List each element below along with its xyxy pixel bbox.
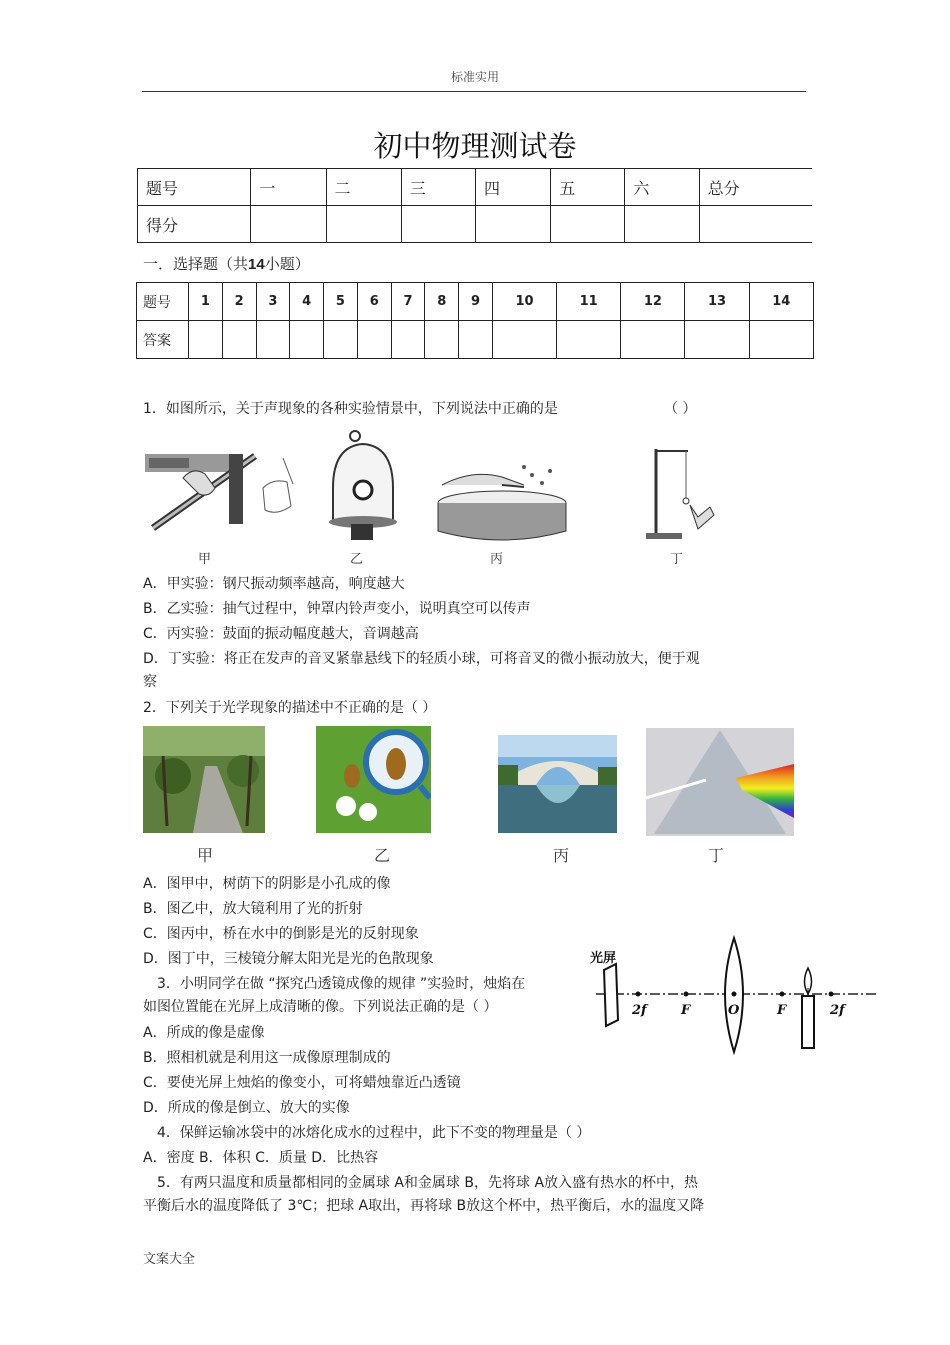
q1-option-a[interactable]: A．甲实验：钢尺振动频率越高，响度越大 bbox=[143, 576, 405, 592]
score-row-label: 得分 bbox=[138, 206, 251, 243]
q3-stem-line2: 如图位置能在光屏上成清晰的像。下列说法正确的是（ ） bbox=[143, 999, 498, 1015]
header-divider bbox=[142, 91, 806, 92]
q2-stem: 2．下列关于光学现象的描述中不正确的是（ ） bbox=[143, 700, 437, 716]
q1-stem: 1．如图所示，关于声现象的各种实验情景中，下列说法中正确的是 bbox=[143, 401, 558, 417]
answer-number-cell: 6 bbox=[357, 283, 391, 321]
answer-table-number-row bbox=[137, 283, 814, 321]
answer-cell[interactable] bbox=[557, 321, 621, 359]
q3-label-2f-left: 2f bbox=[632, 1003, 647, 1018]
answer-cell[interactable] bbox=[685, 321, 749, 359]
score-header-cell: 题号 bbox=[138, 169, 251, 206]
q3-label-screen: 光屏 bbox=[590, 951, 617, 966]
page-footer: 文案大全 bbox=[143, 1252, 196, 1267]
q3-label-o: O bbox=[728, 1003, 740, 1018]
q2-photo-bridge bbox=[498, 735, 617, 833]
answer-cell[interactable] bbox=[189, 321, 223, 359]
section-heading-prefix: 一．选择题（共 bbox=[143, 255, 249, 273]
score-header-cell: 六 bbox=[625, 169, 699, 206]
score-cell[interactable] bbox=[551, 206, 625, 243]
answer-number-cell: 2 bbox=[222, 283, 256, 321]
answer-number-cell: 3 bbox=[256, 283, 290, 321]
answer-number-cell: 4 bbox=[290, 283, 324, 321]
answer-number-cell: 12 bbox=[621, 283, 685, 321]
page-title: 初中物理测试卷 bbox=[373, 129, 577, 163]
q3-option-a[interactable]: A．所成的像是虚像 bbox=[143, 1025, 265, 1041]
answer-number-cell: 10 bbox=[492, 283, 556, 321]
q2-caption-1: 甲 bbox=[197, 846, 214, 865]
q4-options[interactable]: A．密度 B．体积 C．质量 D．比热容 bbox=[143, 1150, 379, 1166]
section-heading bbox=[143, 253, 310, 274]
q1-option-d[interactable]: D．丁实验：将正在发声的音叉紧靠悬线下的轻质小球，可将音叉的微小振动放大，便于观 bbox=[143, 651, 700, 667]
q1-option-d-continued: 察 bbox=[143, 674, 157, 690]
q3-option-c[interactable]: C．要使光屏上烛焰的像变小，可将蜡烛靠近凸透镜 bbox=[143, 1075, 461, 1091]
score-header-cell: 三 bbox=[401, 169, 475, 206]
answer-cell[interactable] bbox=[749, 321, 813, 359]
answer-cell[interactable] bbox=[459, 321, 493, 359]
q2-photo-tree-shade bbox=[143, 726, 265, 833]
answer-cell[interactable] bbox=[290, 321, 324, 359]
answer-cell[interactable] bbox=[256, 321, 290, 359]
score-cell[interactable] bbox=[326, 206, 401, 243]
score-header-cell: 四 bbox=[475, 169, 550, 206]
score-table-score-row bbox=[138, 206, 813, 243]
q3-lens-diagram bbox=[588, 930, 880, 1058]
q5-stem-line2: 平衡后水的温度降低了 3℃；把球 A取出，再将球 B放这个杯中，热平衡后，水的温度又降 bbox=[143, 1198, 705, 1214]
q2-option-d[interactable]: D．图丁中，三棱镜分解太阳光是光的色散现象 bbox=[143, 951, 434, 967]
q3-option-b[interactable]: B．照相机就是利用这一成像原理制成的 bbox=[143, 1050, 391, 1066]
answer-cell[interactable] bbox=[357, 321, 391, 359]
q1-answer-paren: （ ） bbox=[664, 401, 697, 417]
answer-row-label: 答案 bbox=[137, 321, 189, 359]
q1-caption-2: 乙 bbox=[350, 552, 364, 567]
q2-photo-prism bbox=[646, 728, 794, 836]
q2-option-b[interactable]: B．图乙中，放大镜利用了光的折射 bbox=[143, 901, 363, 917]
score-cell[interactable] bbox=[475, 206, 550, 243]
q1-figure-drum bbox=[432, 455, 567, 545]
q2-photo-magnifier bbox=[316, 726, 431, 833]
section-heading-suffix: 小题） bbox=[264, 255, 310, 273]
answer-number-cell: 8 bbox=[425, 283, 459, 321]
q1-caption-3: 丙 bbox=[490, 552, 504, 567]
q2-option-a[interactable]: A．图甲中，树荫下的阴影是小孔成的像 bbox=[143, 876, 391, 892]
q2-caption-3: 丙 bbox=[553, 846, 570, 865]
score-cell[interactable] bbox=[251, 206, 326, 243]
answer-number-cell: 11 bbox=[557, 283, 621, 321]
answer-table bbox=[136, 282, 814, 359]
q1-figure-ruler bbox=[143, 448, 298, 538]
q5-stem-line1: 5．有两只温度和质量都相同的金属球 A和金属球 B，先将球 A放入盛有热水的杯中，热 bbox=[157, 1175, 699, 1191]
q1-option-b[interactable]: B．乙实验：抽气过程中，钟罩内铃声变小，说明真空可以传声 bbox=[143, 601, 531, 617]
answer-number-cell: 1 bbox=[189, 283, 223, 321]
score-table-header-row bbox=[138, 169, 813, 206]
answer-number-cell: 7 bbox=[391, 283, 425, 321]
answer-table-answer-row bbox=[137, 321, 814, 359]
score-header-cell: 总分 bbox=[699, 169, 812, 206]
q1-figure-tuning-fork bbox=[640, 445, 720, 545]
q3-label-f-left: F bbox=[681, 1003, 691, 1018]
q4-stem: 4．保鲜运输冰袋中的冰熔化成水的过程中，此下不变的物理量是（ ） bbox=[157, 1125, 591, 1141]
score-header-cell: 五 bbox=[551, 169, 625, 206]
q2-caption-2: 乙 bbox=[374, 846, 391, 865]
score-header-cell: 二 bbox=[326, 169, 401, 206]
q2-caption-4: 丁 bbox=[708, 846, 725, 865]
score-cell[interactable] bbox=[401, 206, 475, 243]
q1-figure-bell-jar bbox=[325, 428, 400, 548]
answer-number-cell: 14 bbox=[749, 283, 813, 321]
answer-number-cell: 5 bbox=[324, 283, 358, 321]
q1-caption-4: 丁 bbox=[670, 552, 684, 567]
answer-cell[interactable] bbox=[492, 321, 556, 359]
answer-cell[interactable] bbox=[222, 321, 256, 359]
answer-row-label: 题号 bbox=[137, 283, 189, 321]
q3-label-2f-right: 2f bbox=[830, 1003, 845, 1018]
section-question-count: 14 bbox=[248, 256, 265, 273]
score-cell[interactable] bbox=[625, 206, 699, 243]
answer-number-cell: 9 bbox=[459, 283, 493, 321]
q3-option-d[interactable]: D．所成的像是倒立、放大的实像 bbox=[143, 1100, 350, 1116]
q1-caption-1: 甲 bbox=[198, 552, 212, 567]
answer-number-cell: 13 bbox=[685, 283, 749, 321]
answer-cell[interactable] bbox=[324, 321, 358, 359]
q3-label-f-right: F bbox=[777, 1003, 787, 1018]
q1-option-c[interactable]: C．丙实验：鼓面的振动幅度越大，音调越高 bbox=[143, 626, 419, 642]
score-header-cell: 一 bbox=[251, 169, 326, 206]
score-table bbox=[137, 168, 812, 243]
answer-cell[interactable] bbox=[621, 321, 685, 359]
q3-stem-line1: 3．小明同学在做 “探究凸透镜成像的规律 ”实验时，烛焰在 bbox=[157, 976, 526, 992]
score-cell[interactable] bbox=[699, 206, 812, 243]
answer-cell[interactable] bbox=[425, 321, 459, 359]
q2-option-c[interactable]: C．图丙中，桥在水中的倒影是光的反射现象 bbox=[143, 926, 419, 942]
page-header: 标准实用 bbox=[450, 70, 499, 84]
answer-cell[interactable] bbox=[391, 321, 425, 359]
